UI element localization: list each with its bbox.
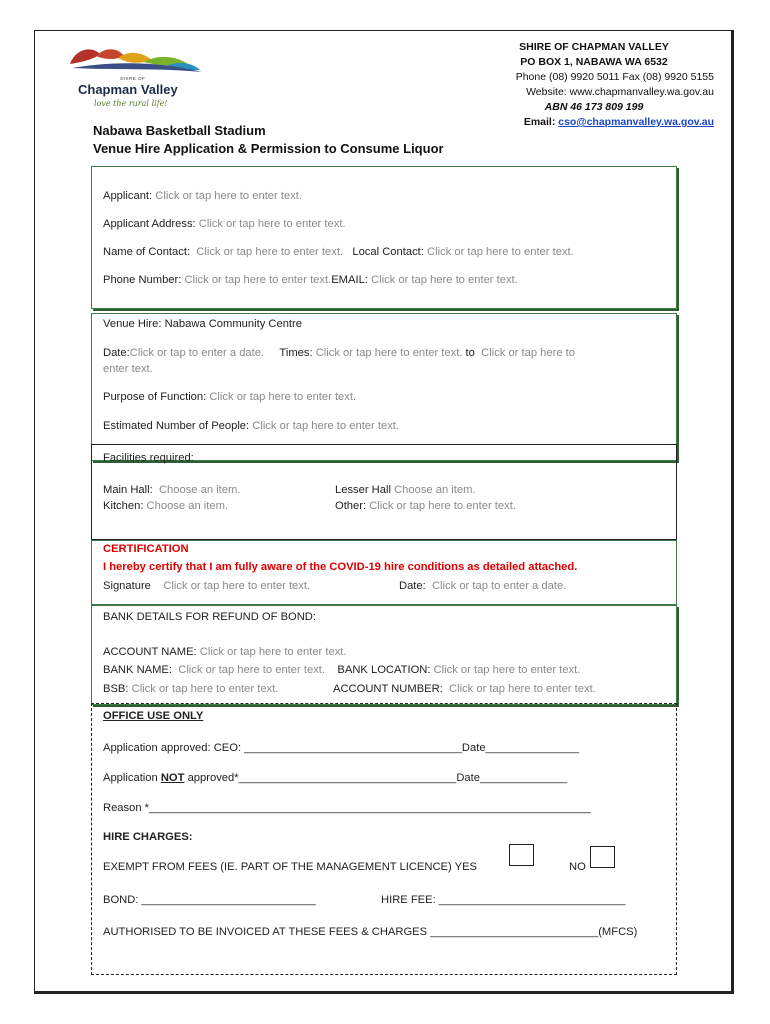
phone-label: Phone Number: bbox=[103, 274, 182, 286]
account-number-field[interactable]: Click or tap here to enter text. bbox=[449, 683, 596, 695]
main-hall-select[interactable]: Choose an item. bbox=[158, 484, 241, 496]
lesser-hall-row bbox=[335, 484, 476, 496]
exempt-no-checkbox[interactable] bbox=[590, 846, 615, 868]
venue-hire: Venue Hire: Nabawa Community Centre bbox=[103, 318, 302, 330]
header-website: Website: www.chapmanvalley.wa.gov.au bbox=[526, 86, 714, 98]
hire-fee-line: HIRE FEE: ______________________________ bbox=[381, 894, 626, 906]
contact-header bbox=[474, 40, 714, 130]
logo-tagline: love the rural life! bbox=[94, 99, 168, 108]
people-field[interactable]: Click or tap here to enter text. bbox=[252, 420, 399, 432]
hire-charges-heading: HIRE CHARGES: bbox=[103, 831, 193, 843]
cert-date-field[interactable]: Click or tap to enter a date. bbox=[431, 580, 567, 592]
page-title bbox=[93, 122, 444, 158]
kitchen-label: Kitchen: bbox=[103, 500, 144, 512]
header-email-label: Email: bbox=[523, 116, 556, 128]
venue-section bbox=[91, 313, 677, 461]
people-row bbox=[103, 420, 399, 432]
chapman-valley-logo bbox=[66, 44, 216, 110]
times-label: Times: bbox=[279, 347, 313, 359]
not-word: NOT bbox=[160, 772, 185, 784]
contact-field[interactable]: Click or tap here to enter text. bbox=[196, 246, 344, 258]
title-line1: Nabawa Basketball Stadium bbox=[93, 123, 266, 138]
certification-statement: I hereby certify that I am fully aware of the COVID-19 hire conditions as detailed attached. bbox=[103, 561, 578, 573]
not-approved-prefix: Application bbox=[103, 772, 161, 784]
lesser-hall-select[interactable]: Choose an item. bbox=[394, 484, 476, 496]
bank-name-field[interactable]: Click or tap here to enter text. bbox=[178, 664, 325, 676]
logo-shire-text: SHIRE OF bbox=[120, 76, 146, 81]
authorised-line: AUTHORISED TO BE INVOICED AT THESE FEES & CHARGES ___________________________(MFCS) bbox=[103, 926, 638, 938]
approved-line: Application approved: CEO: ___________________________________Date_______________ bbox=[103, 742, 579, 754]
date-field[interactable]: Click or tap to enter a date. bbox=[129, 347, 265, 359]
bsb-row bbox=[103, 683, 278, 695]
kitchen-select[interactable]: Choose an item. bbox=[146, 500, 229, 512]
other-label: Other: bbox=[335, 500, 367, 512]
applicant-section bbox=[91, 166, 677, 309]
header-abn: ABN 46 173 809 199 bbox=[544, 101, 644, 113]
to-label: to bbox=[465, 347, 475, 359]
applicant-field[interactable]: Click or tap here to enter text. bbox=[155, 190, 302, 202]
header-shire: SHIRE OF CHAPMAN VALLEY bbox=[519, 41, 669, 53]
phone-row bbox=[103, 274, 518, 286]
exempt-no-label: NO bbox=[569, 861, 586, 873]
contact-row bbox=[103, 246, 574, 258]
address-label: Applicant Address: bbox=[103, 218, 196, 230]
lesser-hall-label: Lesser Hall bbox=[335, 484, 391, 496]
account-name-row bbox=[103, 646, 347, 658]
office-use-heading: OFFICE USE ONLY bbox=[103, 710, 204, 722]
kitchen-row bbox=[103, 500, 228, 512]
title-line2: Venue Hire Application & Permission to Consume Liquor bbox=[93, 141, 444, 156]
signature-label: Signature bbox=[103, 580, 151, 592]
email-field[interactable]: Click or tap here to enter text. bbox=[371, 274, 518, 286]
main-hall-label: Main Hall: bbox=[103, 484, 153, 496]
times-end-field[interactable]: Click or tap here to bbox=[481, 347, 576, 359]
exempt-yes-checkbox[interactable] bbox=[509, 844, 534, 866]
other-row bbox=[335, 500, 516, 512]
contact-label: Name of Contact: bbox=[103, 246, 191, 258]
date-times-row bbox=[103, 347, 575, 359]
logo-swoosh-icon bbox=[66, 44, 206, 80]
reason-line: Reason *_______________________________________________________________________ bbox=[103, 802, 591, 814]
times-start-field[interactable]: Click or tap here to enter text. bbox=[315, 347, 463, 359]
applicant-label: Applicant: bbox=[103, 190, 153, 202]
bank-location-field[interactable]: Click or tap here to enter text. bbox=[433, 664, 581, 676]
bank-name-row bbox=[103, 664, 580, 676]
other-field[interactable]: Click or tap here to enter text. bbox=[369, 500, 516, 512]
header-phone: Phone (08) 9920 5011 Fax (08) 9920 5155 bbox=[515, 71, 714, 83]
not-approved-suffix: approved*___________________________________Date______________ bbox=[184, 772, 568, 784]
main-hall-row bbox=[103, 484, 240, 496]
account-number-label: ACCOUNT NUMBER: bbox=[333, 683, 443, 695]
address-row bbox=[103, 218, 346, 230]
email-label: EMAIL: bbox=[331, 274, 368, 286]
people-label: Estimated Number of People: bbox=[103, 420, 250, 432]
bsb-label: BSB: bbox=[103, 683, 129, 695]
bank-heading: BANK DETAILS FOR REFUND OF BOND: bbox=[103, 611, 316, 623]
purpose-field[interactable]: Click or tap here to enter text. bbox=[209, 391, 357, 403]
purpose-label: Purpose of Function: bbox=[103, 391, 207, 403]
bank-location-label: BANK LOCATION: bbox=[337, 664, 431, 676]
bond-line: BOND: ____________________________ bbox=[103, 894, 316, 906]
facilities-heading: Facilities required: bbox=[103, 452, 194, 464]
account-name-label: ACCOUNT NAME: bbox=[103, 646, 197, 658]
purpose-row bbox=[103, 391, 356, 403]
cert-date-label: Date: bbox=[399, 580, 426, 592]
account-name-field[interactable]: Click or tap here to enter text. bbox=[199, 646, 347, 658]
date-label: Date: bbox=[103, 347, 130, 359]
signature-field[interactable]: Click or tap here to enter text. bbox=[163, 580, 311, 592]
phone-field[interactable]: Click or tap here to enter text. bbox=[184, 274, 332, 286]
address-field[interactable]: Click or tap here to enter text. bbox=[198, 218, 346, 230]
not-approved-line bbox=[103, 772, 567, 784]
bsb-field[interactable]: Click or tap here to enter text. bbox=[131, 683, 279, 695]
local-contact-label: Local Contact: bbox=[352, 246, 424, 258]
bank-name-label: BANK NAME: bbox=[103, 664, 173, 676]
signature-row bbox=[103, 580, 310, 592]
header-email-link[interactable]: cso@chapmanvalley.wa.gov.au bbox=[558, 116, 714, 128]
local-contact-field[interactable]: Click or tap here to enter text. bbox=[427, 246, 574, 258]
account-number-row bbox=[333, 683, 596, 695]
exempt-line: EXEMPT FROM FEES (IE. PART OF THE MANAGEMENT LICENCE) YES bbox=[103, 861, 478, 873]
applicant-row bbox=[103, 190, 302, 202]
header-po-box: PO BOX 1, NABAWA WA 6532 bbox=[520, 56, 668, 68]
certification-heading: CERTIFICATION bbox=[103, 543, 189, 555]
cert-date-row bbox=[399, 580, 566, 592]
logo-name: Chapman Valley bbox=[78, 82, 178, 97]
times-end-field-cont[interactable]: enter text. bbox=[103, 363, 153, 375]
